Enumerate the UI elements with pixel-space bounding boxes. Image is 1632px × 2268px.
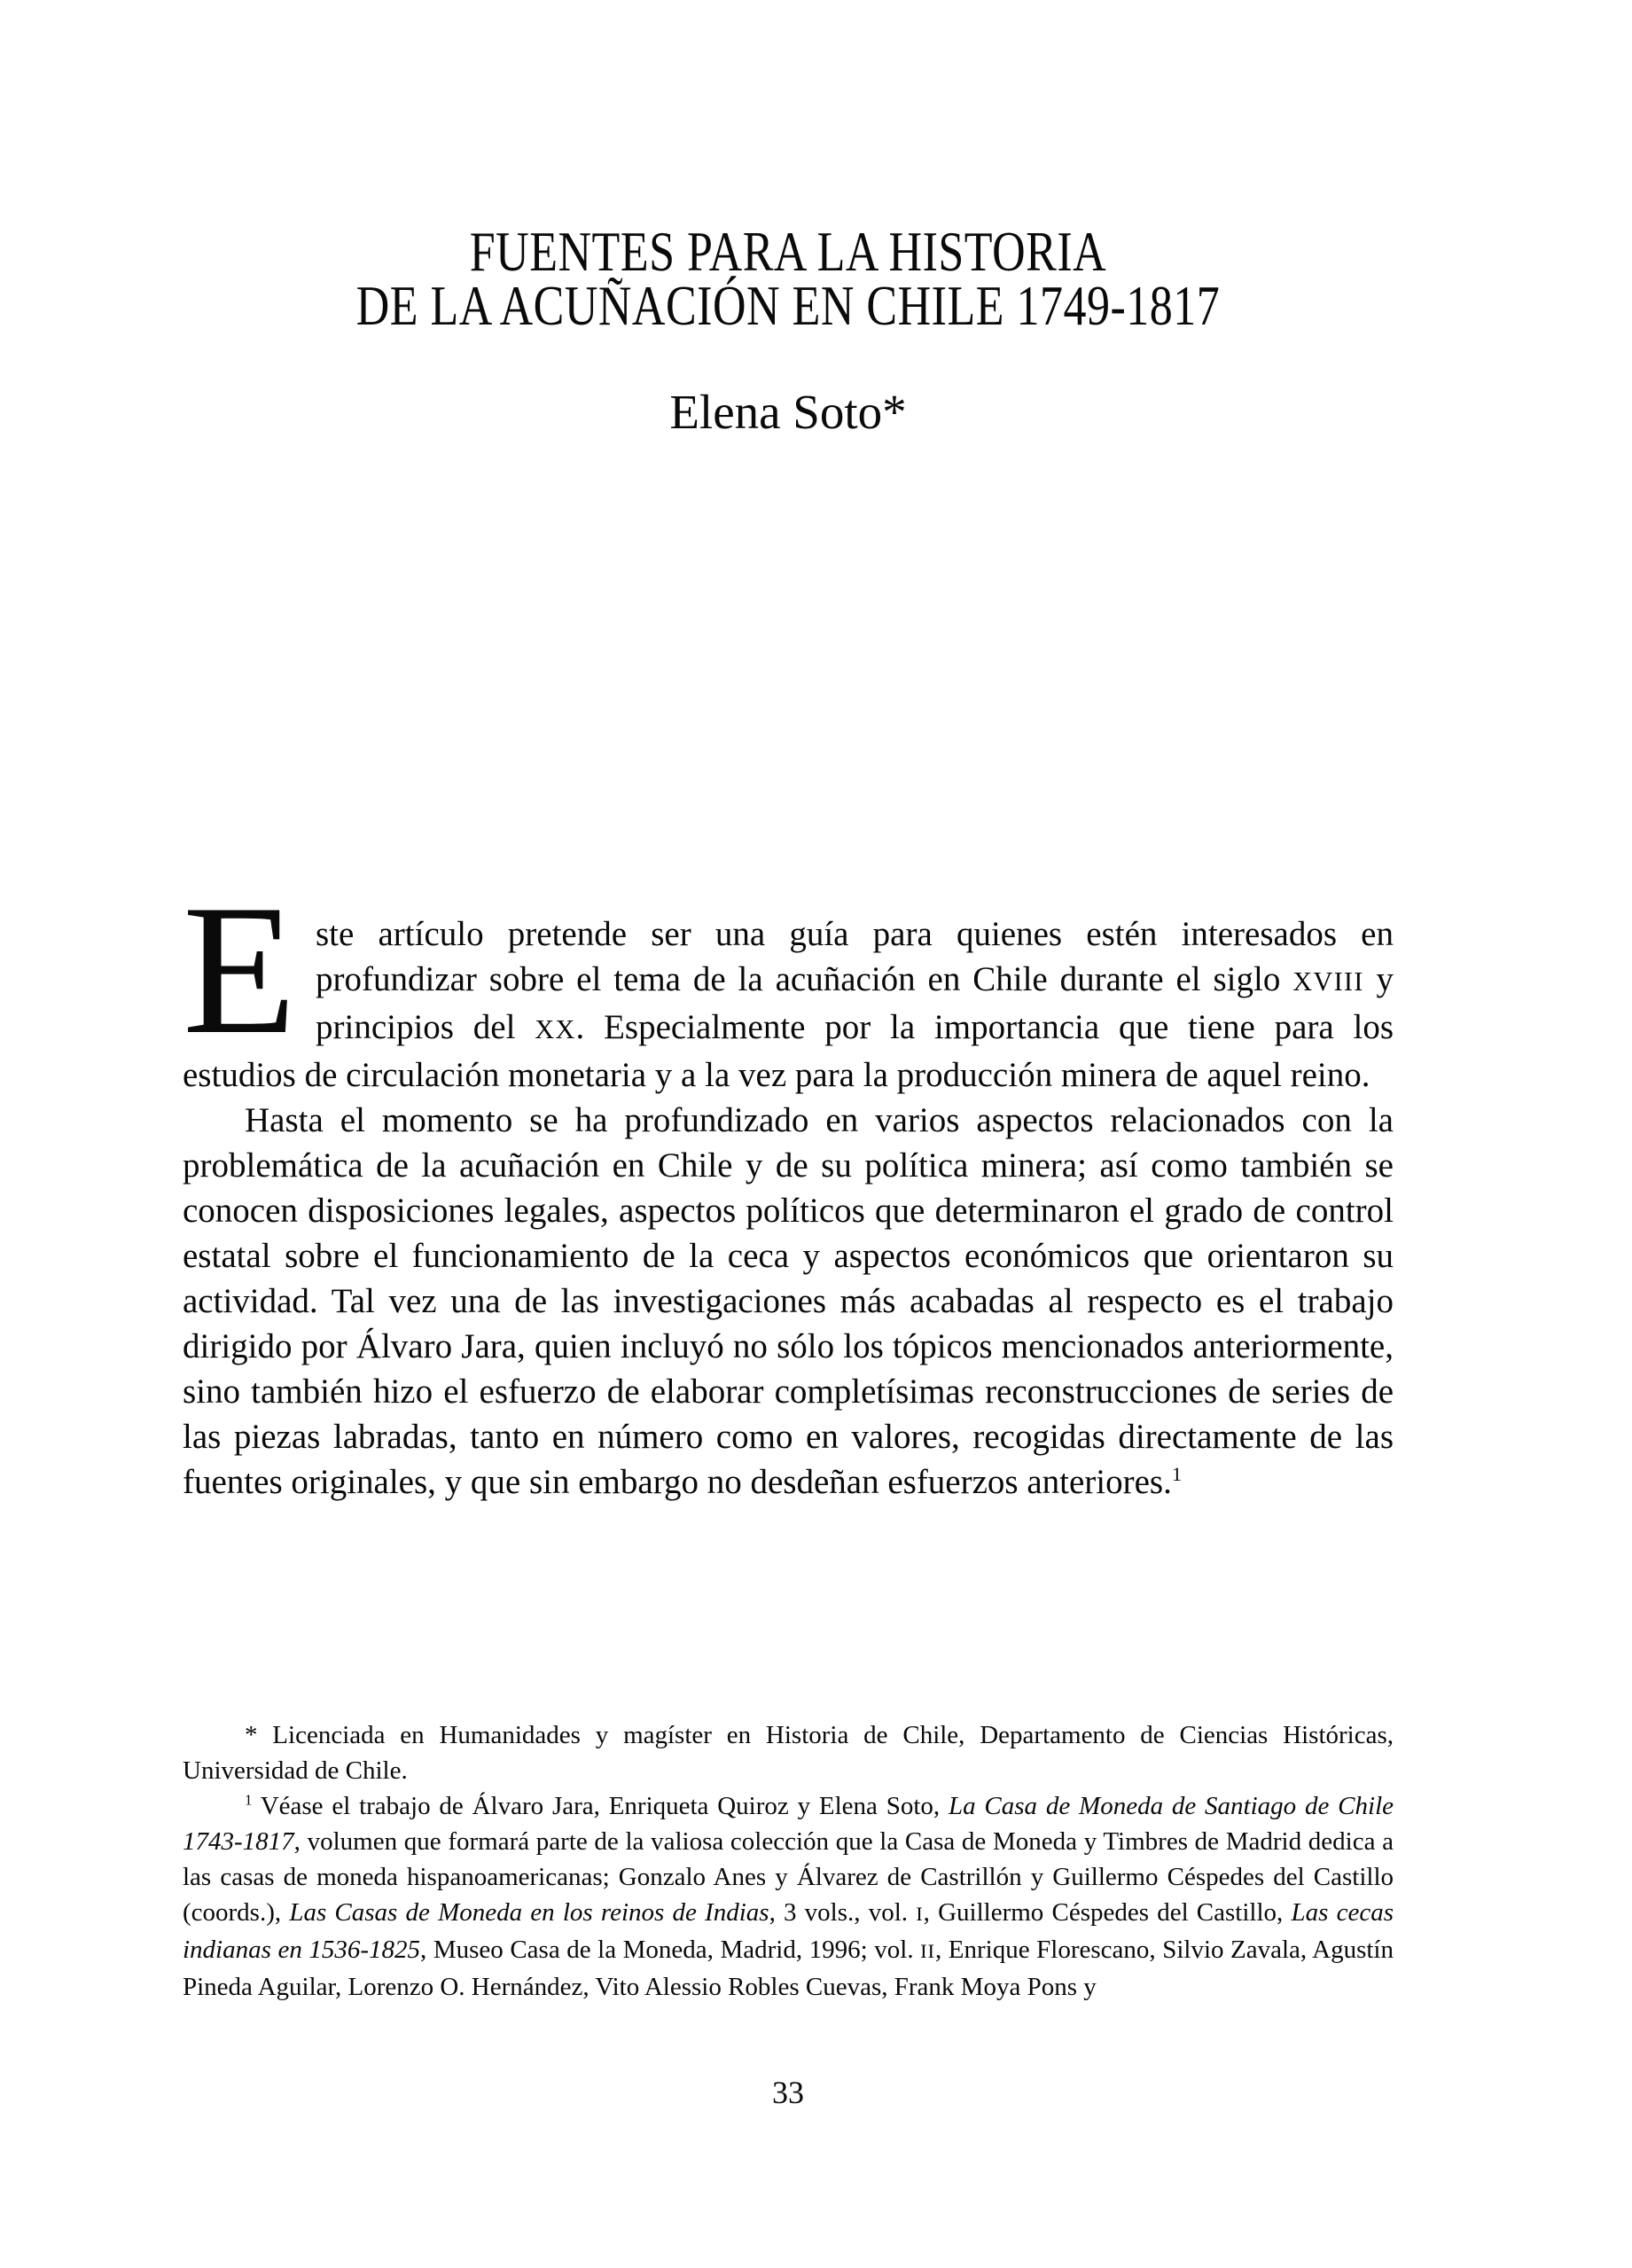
footnote-1-text: $^1$ Véase el trabajo de Álvaro Jara, Enriqueta Quiroz y Elena Soto, La Casa de Moneda de Santiago de Chile 1743-1817, volumen que formará parte de la valiosa colección que la Casa de Moneda y Timbres de Madrid dedica a las casas de moneda hispanoamericanas; Gonzalo Anes y Álvarez de Castrillón y Guillermo Céspedes del Castillo (coords.), Las Casas de Moneda en los reinos de Indias, 3 vols., vol. I, Guillermo Céspedes del Castillo, Las cecas indianas en 1536-1825, Museo Casa de la Moneda, Madrid, 1996; vol. II, Enrique Florescano, Silvio Zavala, Agustín Pineda Aguilar, Lorenzo O. Hernández, Vito Alessio Robles Cuevas, Frank Moya Pons y — [183, 1791, 1394, 2001]
article-body — [183, 867, 1394, 1505]
paragraph-second-text: Hasta el momento se ha profundizado en varios aspectos relacionados con la problemática de la acuñación en Chile y de su política minera; así como también se conocen disposiciones legales, aspectos políticos que determinaron el grado de control estatal sobre el funcionamiento de la ceca y aspectos económicos que orientaron su actividad. Tal vez una de las investigaciones más acabadas al respecto es el trabajo dirigido por Álvaro Jara, quien incluyó no sólo los tópicos mencionados anteriormente, sino también hizo el esfuerzo de elaborar completísimas reconstrucciones de series de las piezas labradas, tanto en número como en valores, recogidas directamente de las fuentes originales, y que sin embargo no desdeñan esfuerzos anteriores.$^1$ — [183, 1101, 1394, 1501]
article-title-line-2: DE LA ACUÑACIÓN EN CHILE 1749-1817 — [355, 276, 1221, 338]
paragraph-second — [183, 1098, 1394, 1505]
drop-cap-letter: E — [183, 867, 297, 1073]
footnote-section — [183, 1717, 1394, 2005]
footnote-star — [183, 1717, 1394, 1788]
footnote-1 — [183, 1788, 1394, 2005]
drop-cap — [183, 867, 316, 1073]
article-author: Elena Soto* — [669, 385, 907, 439]
page-number: 33 — [772, 2075, 804, 2110]
article-title — [183, 222, 1394, 338]
footnote-star-text: * Licenciada en Humanidades y magíster en Historia de Chile, Departamento de Ciencias Históricas, Universidad de Chile. — [183, 1721, 1394, 1785]
article-title-line-1: FUENTES PARA LA HISTORIA — [469, 222, 1107, 284]
paragraph-first-text: ste artículo pretende ser una guía para quienes estén interesados en profundizar sobre el tema de la acuñación en Chile durante el siglo XVIII y principios del XX. Especialmente por la importancia que tiene para los estudios de circulación monetaria y a la vez para la producción minera de aquel reino. — [183, 915, 1394, 1094]
paragraph-first — [183, 867, 1394, 1098]
